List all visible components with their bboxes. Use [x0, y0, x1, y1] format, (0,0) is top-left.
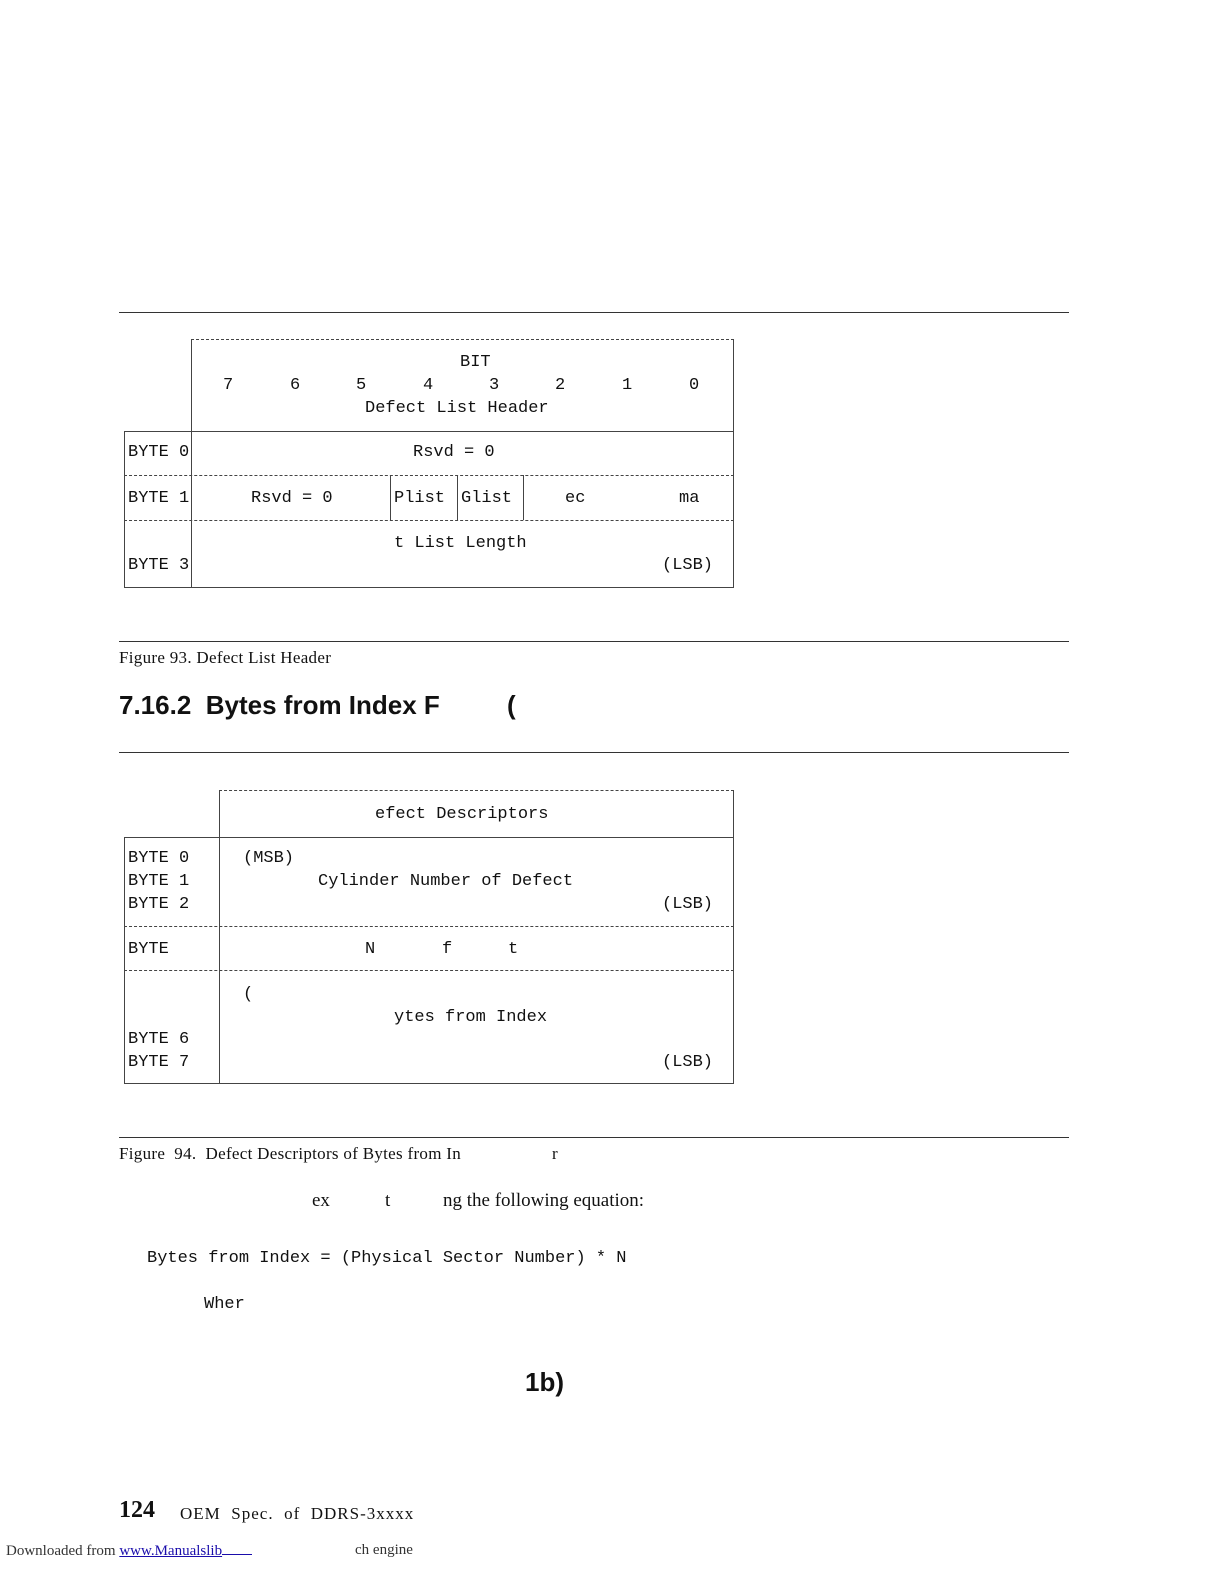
bit-5: 5: [356, 376, 367, 395]
lsb-marker: (LSB): [662, 1053, 714, 1072]
msb-marker: (MSB): [243, 849, 295, 868]
row-content: Rsvd = 0: [413, 443, 495, 462]
section-heading: [119, 690, 440, 721]
row-divider: [124, 970, 734, 971]
bit-4: 4: [423, 376, 434, 395]
row-label: BYTE 7: [128, 1053, 190, 1072]
top-rule: [119, 312, 1069, 313]
fragment-t: t: [508, 940, 519, 959]
bit-7: 7: [223, 376, 234, 395]
row-content: t List Length: [394, 534, 527, 553]
page-number: 124: [119, 1497, 155, 1523]
section-title: Bytes from Index F: [205, 690, 440, 720]
row-content: ytes from Index: [394, 1008, 548, 1027]
lsb-marker: (LSB): [662, 556, 714, 575]
table-title: Defect List Header: [365, 399, 549, 418]
glist-field: Glist: [461, 489, 513, 508]
plist-field: Plist: [394, 489, 446, 508]
section-rule: [119, 752, 1069, 753]
cell-divider: [390, 475, 391, 520]
table-title: efect Descriptors: [375, 805, 549, 824]
label-divider: [191, 431, 192, 588]
figure-94-caption-tail: r: [552, 1144, 558, 1163]
bit-1: 1: [622, 376, 633, 395]
section-paren: (: [507, 690, 516, 720]
equation: Bytes from Index = (Physical Sector Number) * N: [147, 1249, 627, 1268]
section-number: 7.16.2: [119, 690, 192, 720]
download-prefix: Downloaded from: [6, 1543, 120, 1559]
figure-94-caption: Figure 94. Defect Descriptors of Bytes from In: [119, 1144, 462, 1163]
download-note: [6, 1542, 252, 1560]
link-underline: [222, 1542, 252, 1555]
body-fragment: ng the following equation:: [443, 1190, 645, 1211]
row-divider: [124, 475, 734, 476]
row-label: BYTE 2: [128, 895, 190, 914]
bit-heading: BIT: [460, 353, 491, 372]
row-label: BYTE 0: [128, 443, 190, 462]
row-label: BYTE 0: [128, 849, 190, 868]
row-label: BYTE 1: [128, 872, 190, 891]
row-label: BYTE 1: [128, 489, 190, 508]
label-divider: [219, 837, 220, 1084]
bit-2: 2: [555, 376, 566, 395]
rsvd-field: Rsvd = 0: [251, 489, 333, 508]
caption-rule: [119, 1137, 1069, 1138]
row-content: Cylinder Number of Defect: [318, 872, 574, 891]
row-label: BYTE 6: [128, 1030, 190, 1049]
cell-divider: [523, 475, 524, 520]
row-divider: [124, 520, 734, 521]
fragment-1b: 1b): [525, 1367, 564, 1397]
bit-3: 3: [489, 376, 500, 395]
where-fragment: Wher: [204, 1295, 245, 1314]
bit-0: 0: [689, 376, 700, 395]
ec-field: ec: [565, 489, 586, 508]
paren-fragment: (: [243, 985, 254, 1004]
fragment-f: f: [442, 940, 453, 959]
lsb-marker: (LSB): [662, 895, 714, 914]
bit-6: 6: [290, 376, 301, 395]
manualslib-link[interactable]: www.Manualslib: [119, 1543, 223, 1559]
ma-field: ma: [679, 489, 700, 508]
row-divider: [124, 926, 734, 927]
fragment-n: N: [365, 940, 376, 959]
caption-rule: [119, 641, 1069, 642]
engine-fragment: ch engine: [355, 1542, 413, 1558]
body-fragment: ex: [312, 1190, 330, 1211]
body-fragment: t: [385, 1190, 391, 1211]
row-label: BYTE 3: [128, 556, 190, 575]
footer-doc-title: OEM Spec. of DDRS-3xxxx: [180, 1504, 415, 1523]
figure-93-caption: Figure 93. Defect List Header: [119, 648, 332, 667]
cell-divider: [457, 475, 458, 520]
row-label: BYTE: [128, 940, 169, 959]
